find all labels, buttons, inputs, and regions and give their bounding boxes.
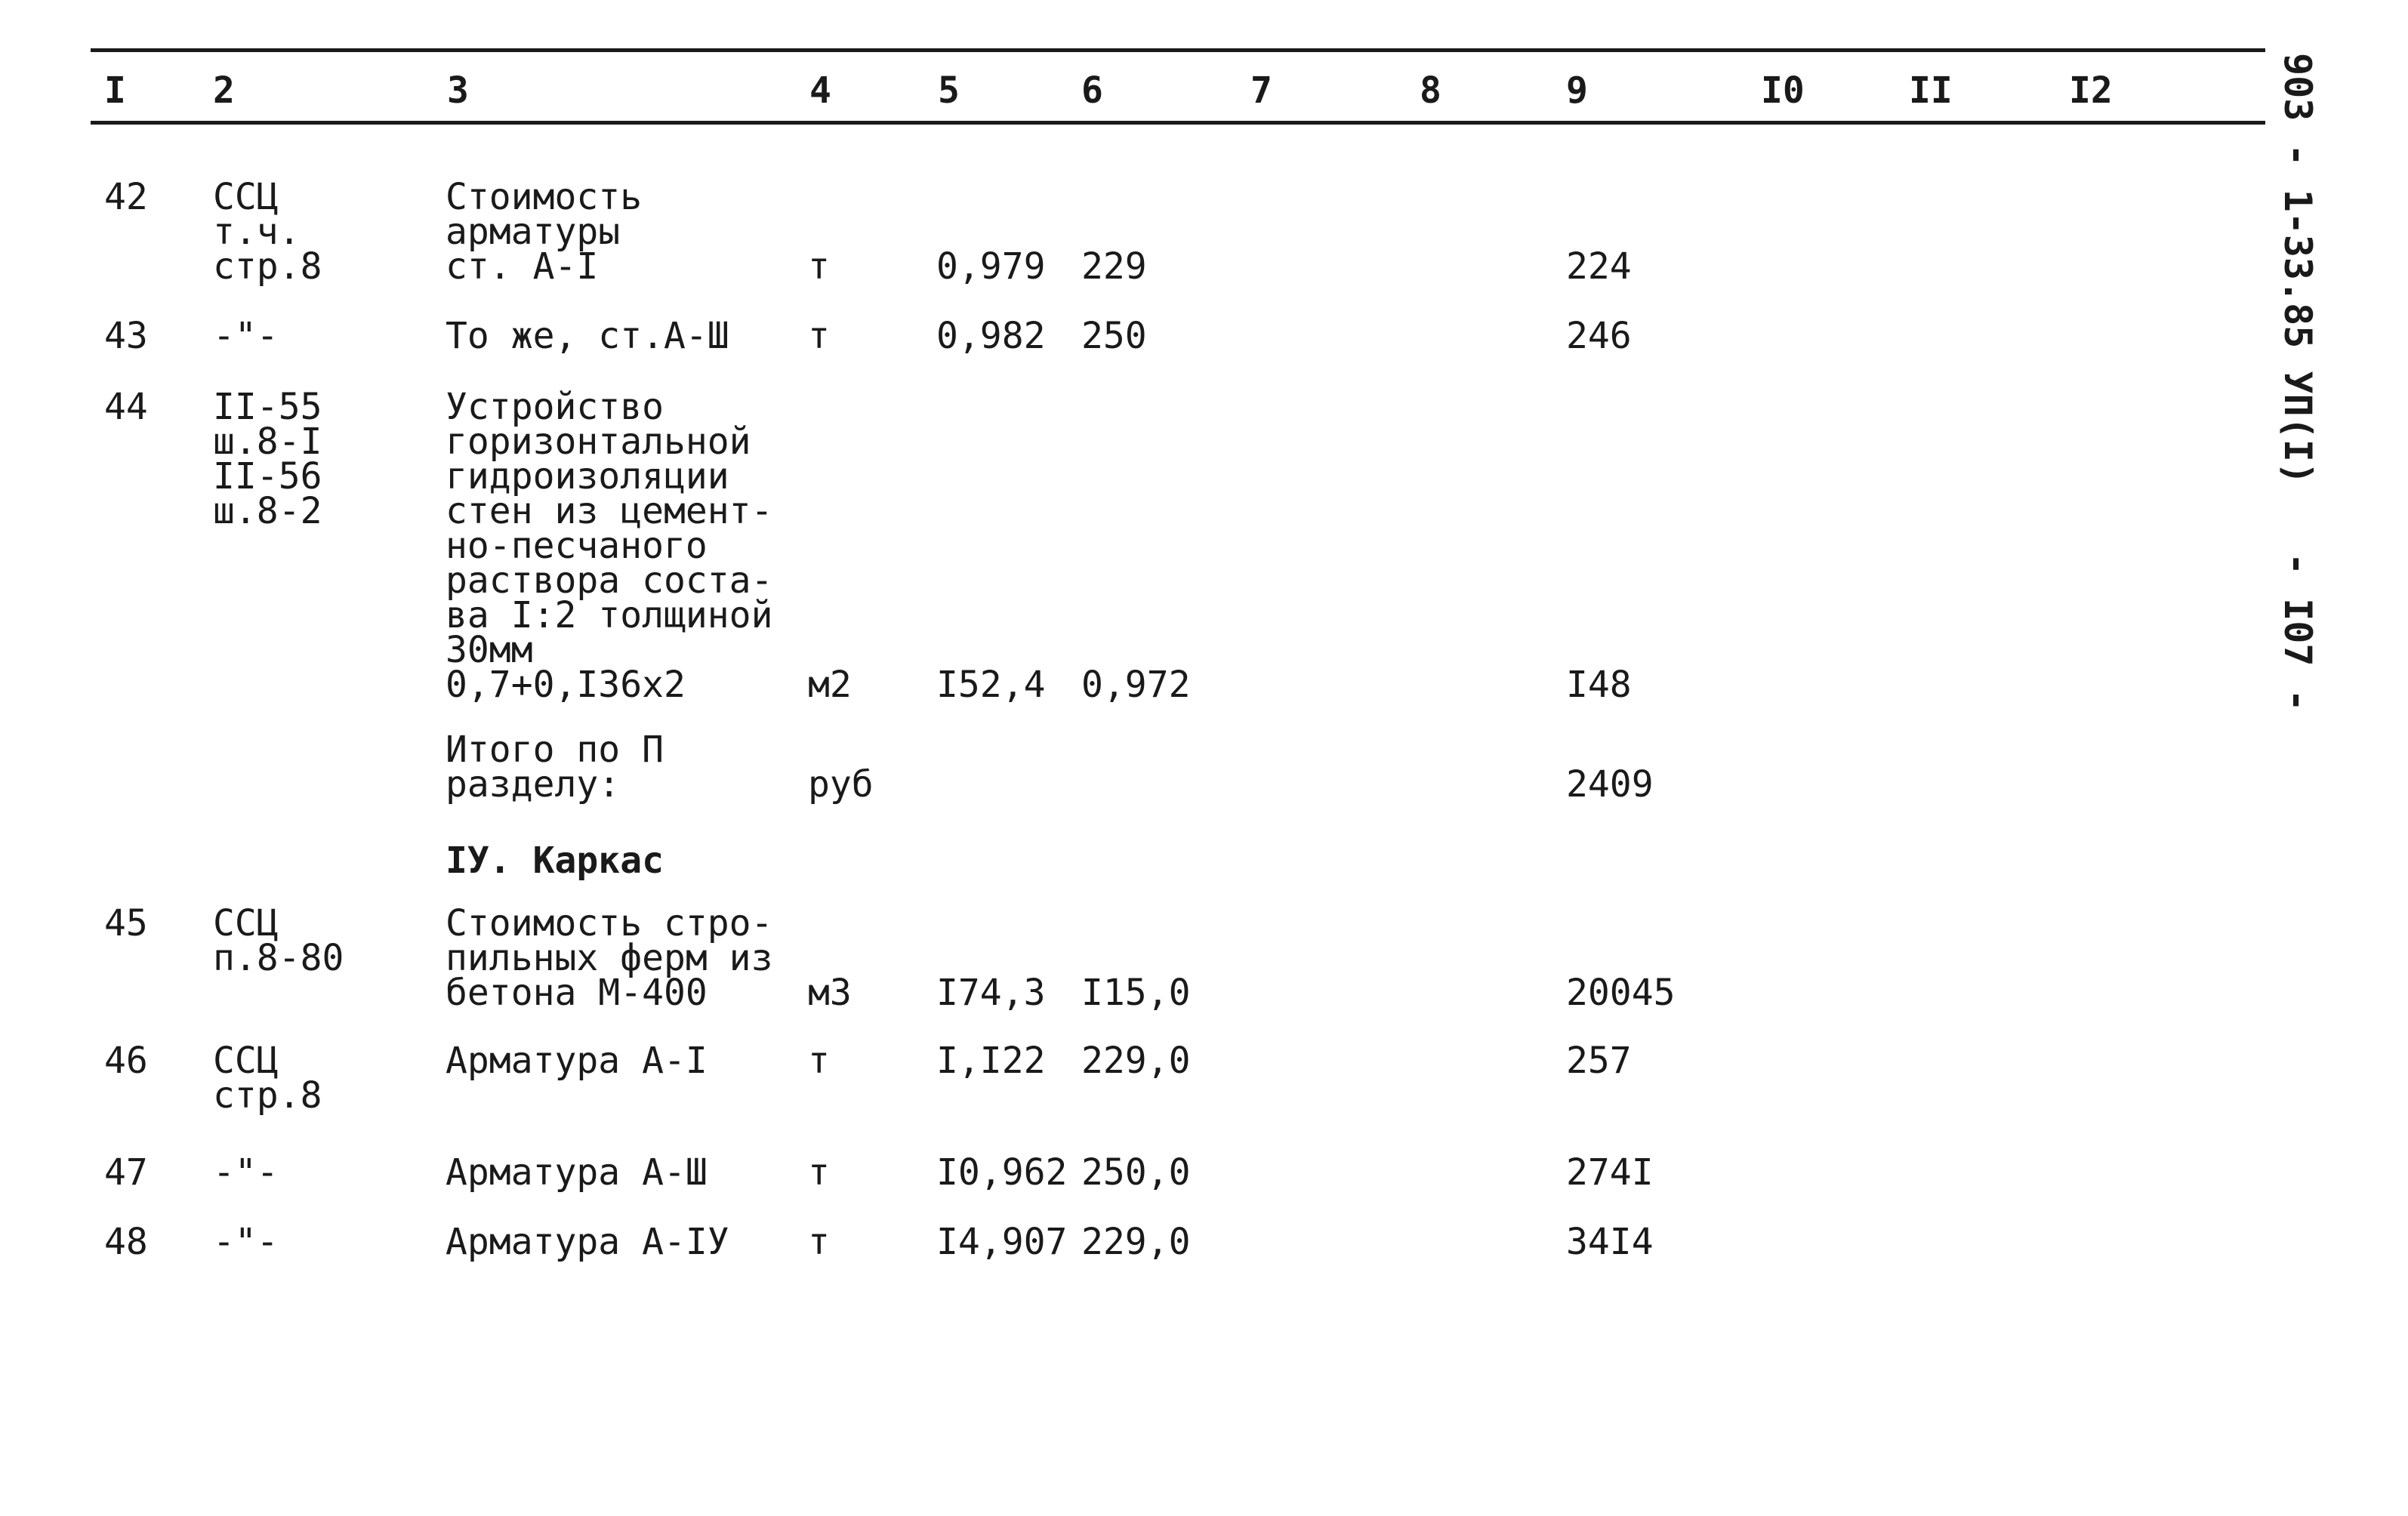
row-unit-price: 250,0 bbox=[1081, 1151, 1191, 1194]
description-line: Арматура А-IУ bbox=[446, 1221, 729, 1263]
row-number: 46 bbox=[104, 1040, 148, 1082]
row-description bbox=[446, 176, 643, 288]
row-reference bbox=[213, 315, 279, 357]
col-header-2: 2 bbox=[213, 69, 235, 112]
row-quantity: I52,4 bbox=[936, 664, 1046, 706]
row-unit: руб bbox=[808, 763, 874, 806]
row-number: 48 bbox=[104, 1221, 148, 1263]
row-number: 45 bbox=[104, 902, 148, 944]
row-unit: т bbox=[808, 1040, 830, 1082]
row-total: 257 bbox=[1566, 1040, 1632, 1082]
row-unit-price: I15,0 bbox=[1081, 972, 1191, 1014]
row-quantity: I4,907 bbox=[936, 1221, 1068, 1263]
row-total: 274I bbox=[1566, 1151, 1654, 1194]
row-quantity: I,I22 bbox=[936, 1040, 1046, 1082]
description-line: ст. А-I bbox=[446, 245, 599, 288]
col-header-3: 3 bbox=[447, 69, 469, 112]
description-line: разделу: bbox=[446, 763, 621, 806]
row-description bbox=[446, 902, 773, 1014]
reference-line: ш.8-2 bbox=[213, 490, 322, 532]
row-unit-price: 250 bbox=[1081, 315, 1147, 357]
row-reference bbox=[213, 386, 322, 532]
col-header-12: I2 bbox=[2069, 69, 2113, 112]
reference-line: стр.8 bbox=[213, 245, 322, 288]
description-line: 0,7+0,I36х2 bbox=[446, 664, 686, 706]
row-description bbox=[446, 1040, 708, 1082]
description-line: 30мм bbox=[446, 629, 533, 671]
document-code: 903 - 1-33.85 УП(I) bbox=[2276, 53, 2320, 485]
col-header-7: 7 bbox=[1250, 69, 1272, 112]
col-header-1: I bbox=[104, 69, 126, 112]
row-quantity: 0,979 bbox=[936, 245, 1046, 288]
row-description bbox=[446, 1151, 708, 1194]
description-line: но-песчаного bbox=[446, 525, 708, 567]
reference-line: II-56 bbox=[213, 455, 322, 498]
description-line: Арматура А-Ш bbox=[446, 1151, 708, 1194]
section-title: IУ. Каркас bbox=[446, 840, 664, 882]
description-line: гидроизоляции bbox=[446, 455, 729, 498]
col-header-8: 8 bbox=[1420, 69, 1441, 112]
row-number: 43 bbox=[104, 315, 148, 357]
row-number: 47 bbox=[104, 1151, 148, 1194]
description-line: бетона М-400 bbox=[446, 972, 708, 1014]
row-quantity: I74,3 bbox=[936, 972, 1046, 1014]
description-line: горизонтальной bbox=[446, 421, 751, 463]
description-line: Устройство bbox=[446, 386, 664, 428]
row-unit: т bbox=[808, 1221, 830, 1263]
col-header-5: 5 bbox=[938, 69, 960, 112]
row-total: 224 bbox=[1566, 245, 1632, 288]
row-description bbox=[446, 1221, 729, 1263]
row-total: I48 bbox=[1566, 664, 1632, 706]
row-description bbox=[446, 386, 773, 706]
reference-line: II-55 bbox=[213, 386, 322, 428]
header-bottom-rule bbox=[91, 121, 2265, 125]
col-header-10: I0 bbox=[1761, 69, 1805, 112]
row-number: 42 bbox=[104, 176, 148, 218]
row-total: 246 bbox=[1566, 315, 1632, 357]
row-reference bbox=[213, 1151, 279, 1194]
description-line: Итого по П bbox=[446, 729, 664, 771]
description-line: арматуры bbox=[446, 211, 621, 253]
row-total: 34I4 bbox=[1566, 1221, 1654, 1263]
row-total: 20045 bbox=[1566, 972, 1676, 1014]
row-unit: т bbox=[808, 245, 830, 288]
description-line: Стоимость стро- bbox=[446, 902, 773, 944]
row-number: 44 bbox=[104, 386, 148, 428]
col-header-9: 9 bbox=[1566, 69, 1588, 112]
row-reference bbox=[213, 1040, 322, 1117]
description-line: ва I:2 толщиной bbox=[446, 594, 773, 636]
reference-line: п.8-80 bbox=[213, 937, 344, 979]
row-reference bbox=[213, 902, 344, 979]
col-header-6: 6 bbox=[1081, 69, 1103, 112]
row-unit-price: 229 bbox=[1081, 245, 1147, 288]
row-total: 2409 bbox=[1566, 763, 1654, 806]
reference-line: -"- bbox=[213, 315, 279, 357]
row-quantity: 0,982 bbox=[936, 315, 1046, 357]
col-header-11: II bbox=[1909, 69, 1953, 112]
reference-line: -"- bbox=[213, 1151, 279, 1194]
reference-line: ш.8-I bbox=[213, 421, 322, 463]
description-line: пильных ферм из bbox=[446, 937, 773, 979]
row-reference bbox=[213, 176, 322, 288]
row-unit: т bbox=[808, 1151, 830, 1194]
row-description bbox=[446, 729, 664, 806]
reference-line: ССЦ bbox=[213, 902, 279, 944]
row-unit: м2 bbox=[808, 664, 852, 706]
description-line: стен из цемент- bbox=[446, 490, 773, 532]
reference-line: т.ч. bbox=[213, 211, 301, 253]
description-line: То же, ст.А-Ш bbox=[446, 315, 729, 357]
row-unit-price: 229,0 bbox=[1081, 1221, 1191, 1263]
reference-line: -"- bbox=[213, 1221, 279, 1263]
description-line: Стоимость bbox=[446, 176, 643, 218]
row-unit-price: 229,0 bbox=[1081, 1040, 1191, 1082]
row-unit: т bbox=[808, 315, 830, 357]
reference-line: стр.8 bbox=[213, 1074, 322, 1117]
page-number: - I07 - bbox=[2276, 553, 2320, 712]
row-unit: м3 bbox=[808, 972, 852, 1014]
reference-line: ССЦ bbox=[213, 176, 279, 218]
reference-line: ССЦ bbox=[213, 1040, 279, 1082]
row-reference bbox=[213, 1221, 279, 1263]
description-line: раствора соста- bbox=[446, 559, 773, 602]
col-header-4: 4 bbox=[809, 69, 831, 112]
header-top-rule bbox=[91, 48, 2265, 52]
row-description bbox=[446, 315, 729, 357]
row-unit-price: 0,972 bbox=[1081, 664, 1191, 706]
description-line: Арматура А-I bbox=[446, 1040, 708, 1082]
row-quantity: I0,962 bbox=[936, 1151, 1068, 1194]
